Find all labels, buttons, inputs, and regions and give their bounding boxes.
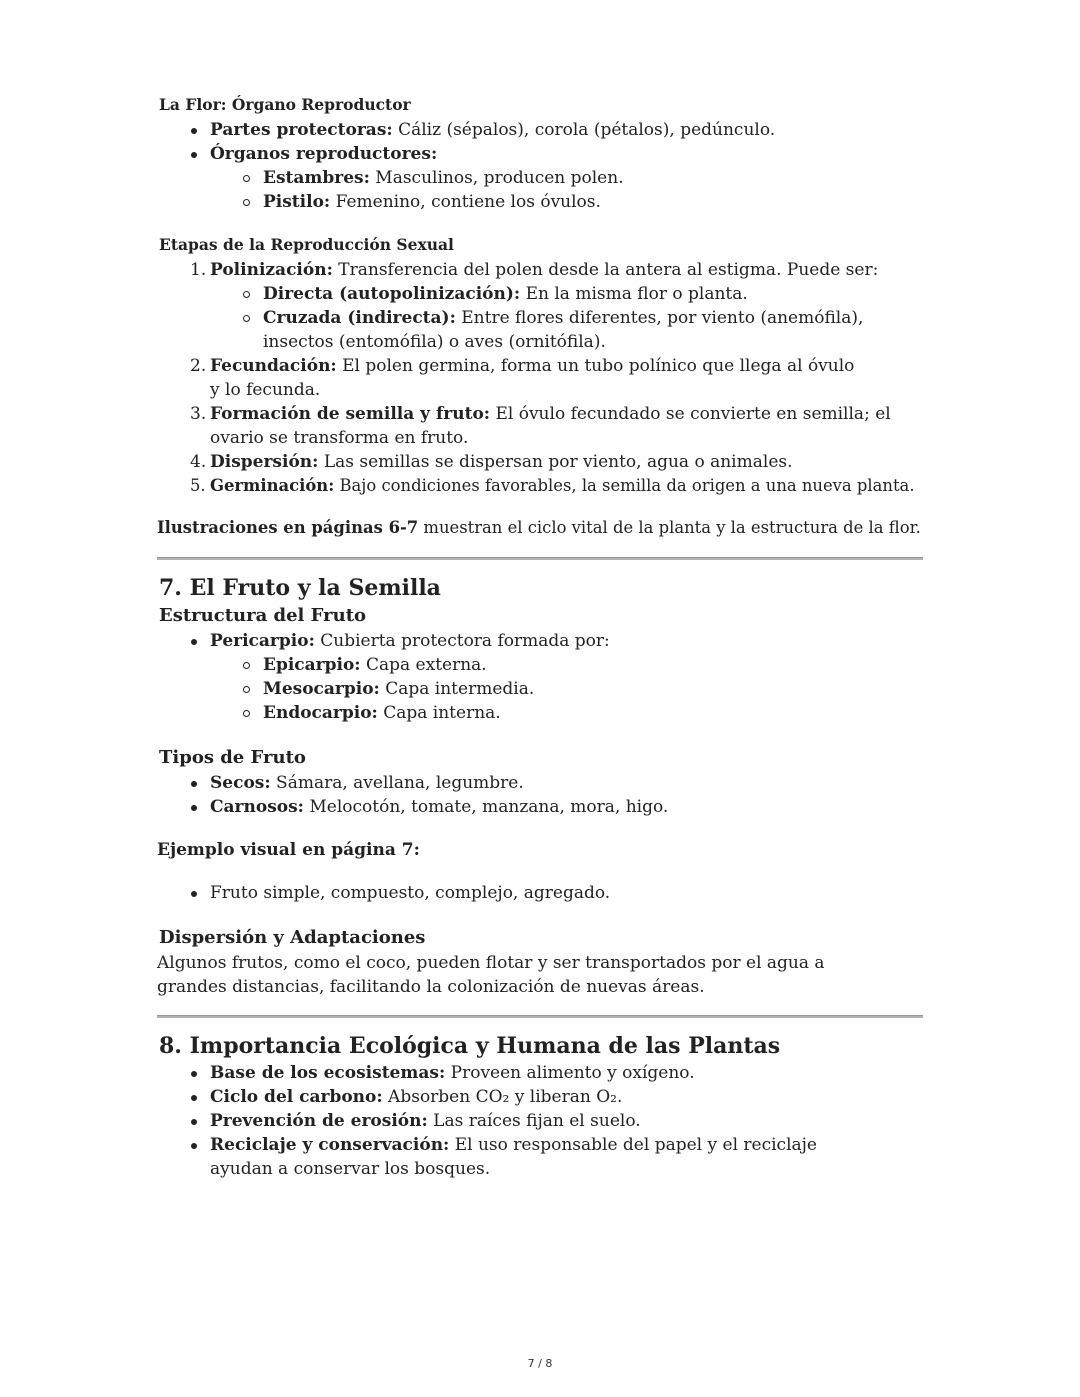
list-item: Secos: Sámara, avellana, legumbre. (157, 771, 923, 795)
list-item: 5. Germinación: Bajo condiciones favorables, la semilla da origen a una nueva planta. (190, 476, 915, 495)
flower-heading: La Flor: Órgano Reproductor (159, 95, 411, 114)
list-item: 2. Fecundación: El polen germina, forma un tubo polínico que llega al óvulo y lo fecunda. (190, 356, 855, 400)
list-subitem: Mesocarpio: Capa intermedia. (157, 677, 923, 701)
list-subitem: Directa (autopolinización): En la misma flor o planta. (157, 282, 923, 306)
fruit-structure-heading: Estructura del Fruto (159, 605, 367, 626)
fruit-structure-list (157, 629, 923, 725)
list-subitem: Estambres: Masculinos, producen polen. (157, 166, 923, 190)
section-8-title: 8. Importancia Ecológica y Humana de las Plantas (159, 1033, 781, 1059)
list-item: 1. Polinización: Transferencia del polen desde la antera al estigma. Puede ser: (190, 260, 879, 280)
page-number: 7 / 8 (527, 1357, 553, 1370)
illustration-note: Ilustraciones en páginas 6-7 muestran el ciclo vital de la planta y la estructura de la flor. (157, 518, 921, 537)
dispersion-text: Algunos frutos, como el coco, pueden flotar y ser transportados por el agua a grandes distancias, facilitando la colonización de nuevas áreas. (157, 953, 825, 997)
visual-example-heading: Ejemplo visual en página 7: (157, 840, 420, 860)
importance-list (157, 1061, 923, 1181)
dispersion-heading: Dispersión y Adaptaciones (159, 927, 426, 948)
list-item: Partes protectoras: Cáliz (sépalos), corola (pétalos), pedúnculo. (157, 118, 923, 142)
list-item: 4. Dispersión: Las semillas se dispersan por viento, agua o animales. (190, 452, 793, 472)
flower-parts-list (157, 118, 923, 214)
list-subitem: Epicarpio: Capa externa. (157, 653, 923, 677)
list-subitem: Pistilo: Femenino, contiene los óvulos. (157, 190, 923, 214)
list-subitem: Endocarpio: Capa interna. (157, 701, 923, 725)
list-item: Fruto simple, compuesto, complejo, agregado. (157, 881, 923, 905)
list-item: Carnosos: Melocotón, tomate, manzana, mora, higo. (157, 795, 923, 819)
section-7-title: 7. El Fruto y la Semilla (159, 575, 441, 601)
visual-example-list (157, 881, 923, 905)
list-item: 3. Formación de semilla y fruto: El óvulo fecundado se convierte en semilla; el ovario se transforma en fruto. (190, 404, 891, 448)
fruit-types-heading: Tipos de Fruto (159, 747, 306, 768)
document-page (157, 92, 923, 1181)
list-subitem: Cruzada (indirecta): Entre flores diferentes, por viento (anemófila), insectos (entomófila) o aves (ornitófila). (157, 306, 923, 354)
list-item: Reciclaje y conservación: El uso responsable del papel y el reciclaje ayudan a conservar los bosques. (157, 1133, 923, 1181)
stages-list (157, 258, 923, 498)
list-item: Base de los ecosistemas: Proveen alimento y oxígeno. (157, 1061, 923, 1085)
list-item: Pericarpio: Cubierta protectora formada por: (157, 629, 923, 653)
fruit-types-list (157, 771, 923, 819)
list-item: Ciclo del carbono: Absorben CO₂ y liberan O₂. (157, 1085, 923, 1109)
list-item: Órganos reproductores: (157, 142, 923, 166)
stages-heading: Etapas de la Reproducción Sexual (159, 235, 454, 254)
list-item: Prevención de erosión: Las raíces fijan el suelo. (157, 1109, 923, 1133)
